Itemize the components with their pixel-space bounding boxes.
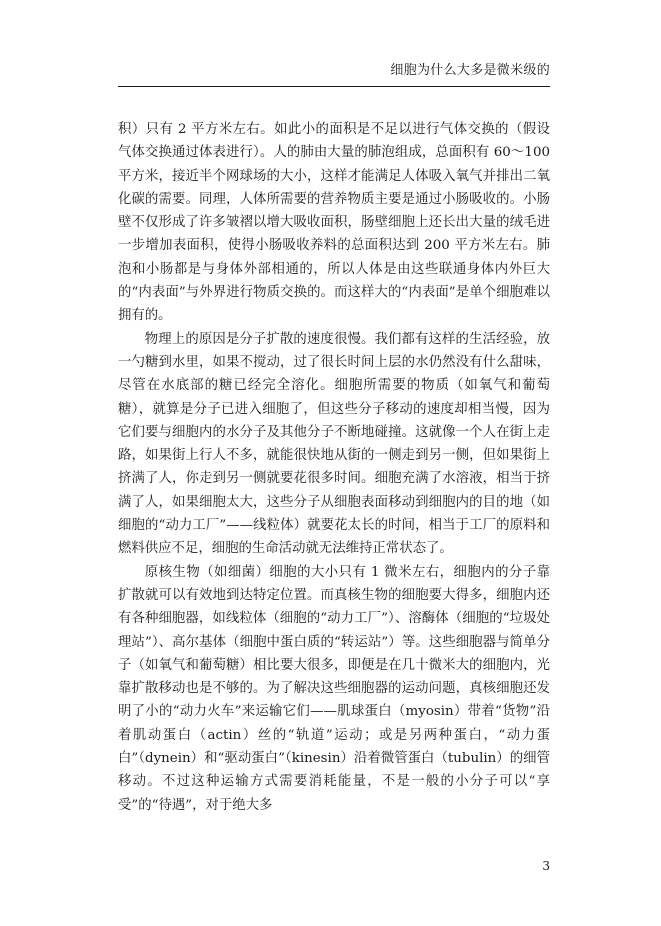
paragraph-continued: 积）只有 2 平方米左右。如此小的面积是不足以进行气体交换的（假设气体交换通过体表进行）。人的肺由大量的肺泡组成，总面积有 60～100 平方米，接近半个网球场的大小，这样才能满足人体吸入氧气并排出二氧化碳的需要。同理，人体所需要的营养物质主要是通过小肠吸收的。小肠壁不仅形成了许多皱褶以增大吸收面积，肠壁细胞上还长出大量的绒毛进一步增加表面积，使得小肠吸收养料的总面积达到 200 平方米左右。肺泡和小肠都是与身体外部相通的，所以人体是由这些联通身体内外巨大的“内表面”与外界进行物质交换的。而这样大的“内表面”是单个细胞难以拥有的。	[118, 122, 550, 324]
running-header: 细胞为什么大多是微米级的	[390, 63, 550, 78]
page-number: 3	[542, 859, 550, 873]
paragraph-prokaryote: 原核生物（如细菌）细胞的大小只有 1 微米左右，细胞内的分子靠扩散就可以有效地到达特定位置。而真核生物的细胞要大得多，细胞内还有各种细胞器，如线粒体（细胞的“动力工厂”）、溶酶体（细胞的“垃圾处理站”）、高尔基体（细胞中蛋白质的“转运站”）等。这些细胞器与简单分子（如氧气和葡萄糖）相比要大很多，即便是在几十微米大的细胞内，光靠扩散移动也是不够的。为了解决这些细胞器的运动问题，真核细胞还发明了小的“动力火车”来运输它们——肌球蛋白（myosin）带着“货物”沿着肌动蛋白（actin）丝的“轨道”运动；或是另两种蛋白，“动力蛋白”（dynein）和“驱动蛋白”（kinesin）沿着微管蛋白（tubulin）的细管移动。不过这种运输方式需要消耗能量，不是一般的小分子可以“享受”的“待遇”，对于绝大多	[118, 564, 550, 813]
header-rule	[118, 86, 550, 87]
paragraph-physical-reason: 物理上的原因是分子扩散的速度很慢。我们都有这样的生活经验，放一勺糖到水里，如果不搅动，过了很长时间上层的水仍然没有什么甜味，尽管在水底部的糖已经完全溶化。细胞所需要的物质（如氧气和葡萄糖），就算是分子已进入细胞了，但这些分子移动的速度却相当慢，因为它们要与细胞内的水分子及其他分子不断地碰撞。这就像一个人在街上走路，如果街上行人不多，就能很快地从街的一侧走到另一侧，但如果街上挤满了人，你走到另一侧就要花很多时间。细胞充满了水溶液，相当于挤满了人，如果细胞太大，这些分子从细胞表面移动到细胞内的目的地（如细胞的“动力工厂”——线粒体）就要花太长的时间，相当于工厂的原料和燃料供应不足，细胞的生命活动就无法维持正常状态了。	[118, 331, 550, 557]
body-text	[118, 118, 550, 817]
